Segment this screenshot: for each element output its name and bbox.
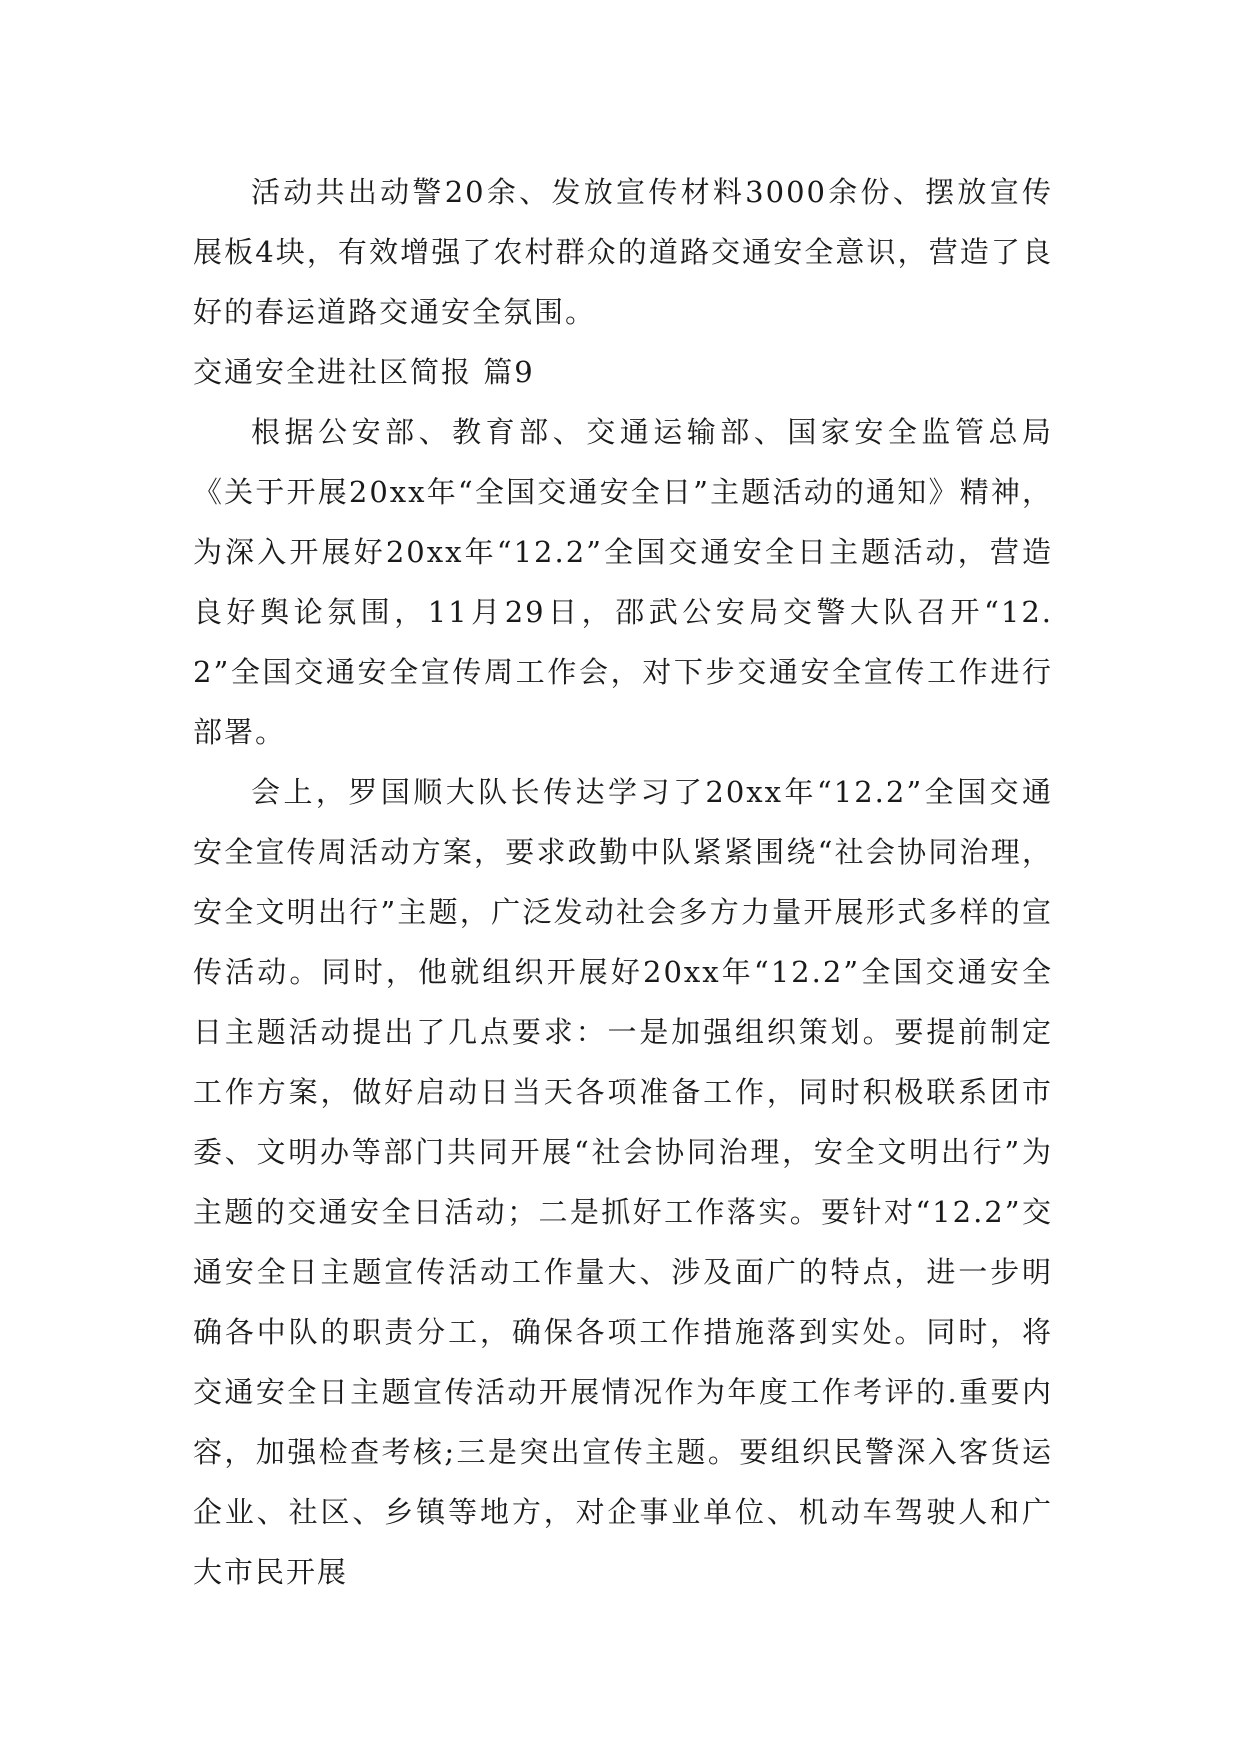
section-heading: 交通安全进社区简报 篇9: [193, 355, 535, 389]
paragraph-2: 根据公安部、教育部、交通运输部、国家安全监管总局《关于开展20xx年“全国交通安全日”主题活动的通知》精神，为深入开展好20xx年“12.2”全国交通安全日主题活动，营造良好舆论氛围，11月29日，邵武公安局交警大队召开“12.2”全国交通安全宣传周工作会，对下步交通安全宣传工作进行部署。: [193, 415, 1053, 749]
paragraph-3: 会上，罗国顺大队长传达学习了20xx年“12.2”全国交通安全宣传周活动方案，要求政勤中队紧紧围绕“社会协同治理，安全文明出行”主题，广泛发动社会多方力量开展形式多样的宣传活动。同时，他就组织开展好20xx年“12.2”全国交通安全日主题活动提出了几点要求：一是加强组织策划。要提前制定工作方案，做好启动日当天各项准备工作，同时积极联系团市委、文明办等部门共同开展“社会协同治理，安全文明出行”为主题的交通安全日活动；二是抓好工作落实。要针对“12.2”交通安全日主题宣传活动工作量大、涉及面广的特点，进一步明确各中队的职责分工，确保各项工作措施落到实处。同时，将交通安全日主题宣传活动开展情况作为年度工作考评的.重要内容，加强检查考核;三是突出宣传主题。要组织民警深入客货运企业、社区、乡镇等地方，对企事业单位、机动车驾驶人和广大市民开展: [193, 775, 1053, 1589]
paragraph-1: 活动共出动警20余、发放宣传材料3000余份、摆放宣传展板4块，有效增强了农村群众的道路交通安全意识，营造了良好的春运道路交通安全氛围。: [193, 175, 1053, 329]
document-page: [193, 162, 1053, 1602]
